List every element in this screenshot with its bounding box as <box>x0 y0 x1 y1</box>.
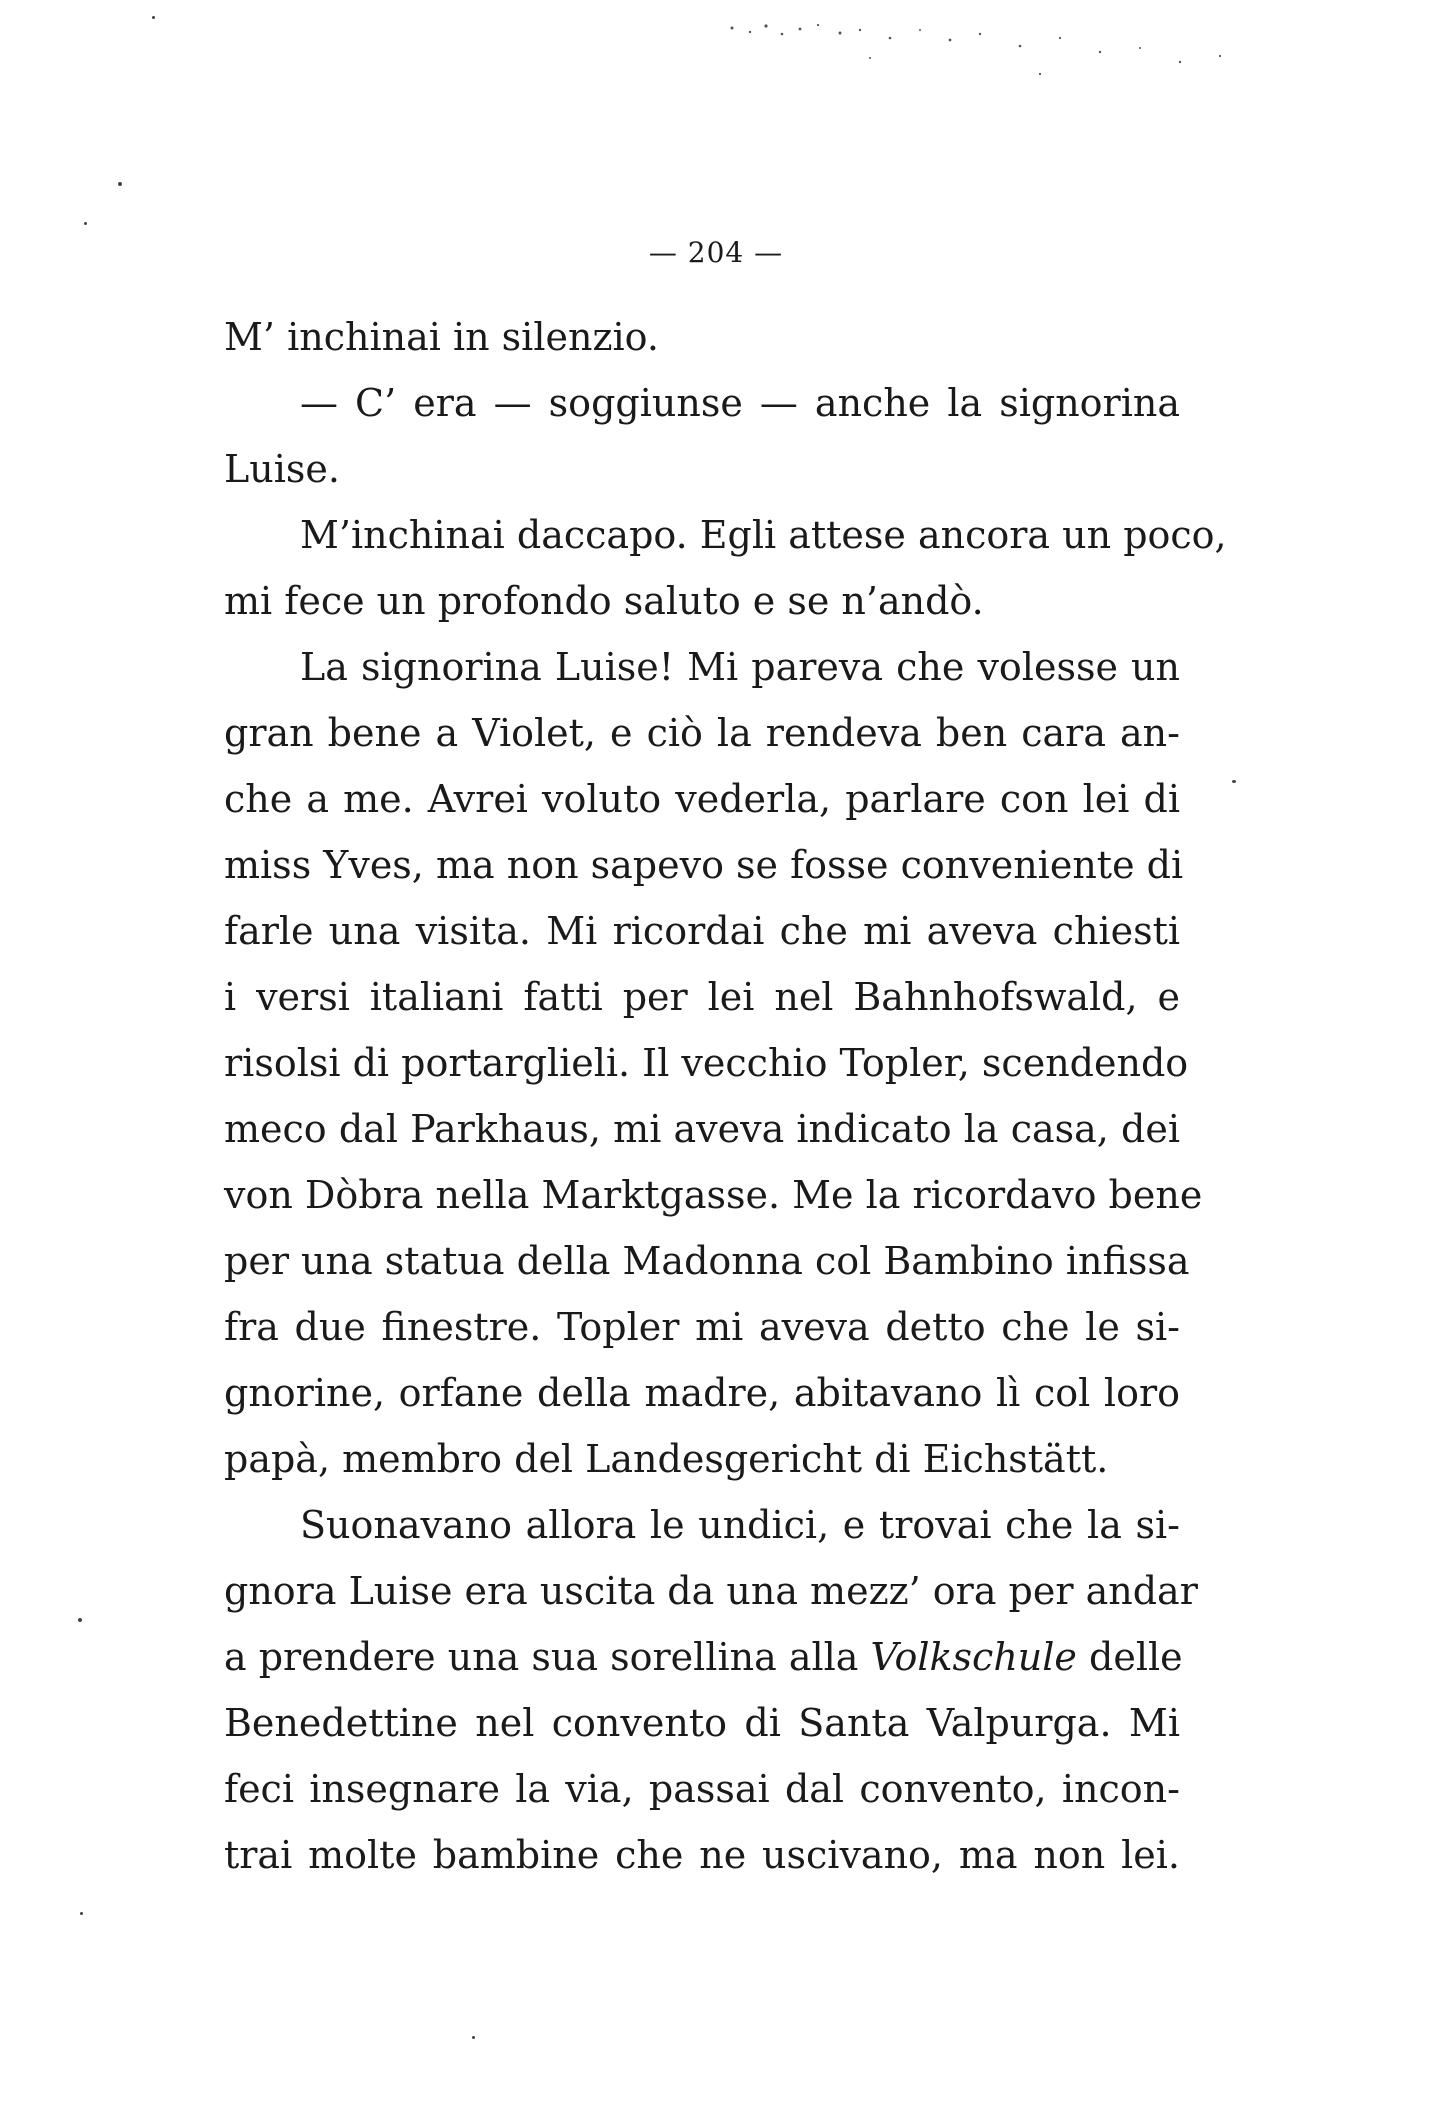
text-line: mi fece un profondo saluto e se n’andò. <box>224 579 984 623</box>
text-fragment: a prendere una sua sorellina alla <box>224 1635 871 1679</box>
text-line: gnora Luise era uscita da una mezz’ ora per andar <box>224 1569 1198 1613</box>
scan-speck <box>84 222 87 225</box>
scan-speck <box>152 16 155 19</box>
text-line: — C’ era — soggiunse — anche la signorina <box>300 381 1180 425</box>
text-line: per una statua della Madonna col Bambino infissa <box>224 1239 1190 1283</box>
text-line: farle una visita. Mi ricordai che mi aveva chiesti <box>224 909 1180 953</box>
text-fragment: delle <box>1076 1635 1183 1679</box>
text-line: miss Yves, ma non sapevo se fosse conveniente di <box>224 843 1184 887</box>
text-line: Benedettine nel convento di Santa Valpurga. Mi <box>224 1701 1180 1745</box>
scan-speck <box>1232 780 1236 783</box>
text-line <box>224 1632 1183 1682</box>
scan-speck <box>80 1912 83 1915</box>
text-line: Suonavano allora le undici, e trovai che la si- <box>300 1503 1180 1547</box>
text-line: i versi italiani fatti per lei nel Bahnhofswald, e <box>224 975 1180 1019</box>
page-number: — 204 — <box>648 236 784 269</box>
scan-noise <box>720 18 1240 98</box>
text-line: gran bene a Violet, e ciò la rendeva ben cara an- <box>224 711 1180 755</box>
text-line: M’inchinai daccapo. Egli attese ancora un poco, <box>300 513 1227 557</box>
text-line: gnorine, orfane della madre, abitavano lì col loro <box>224 1371 1180 1415</box>
text-line: Luise. <box>224 447 340 491</box>
scan-speck <box>472 2036 475 2039</box>
scan-speck <box>78 1618 82 1622</box>
text-line: M’ inchinai in silenzio. <box>224 315 659 359</box>
italic-term: Volkschule <box>870 1635 1077 1679</box>
text-line: che a me. Avrei voluto vederla, parlare con lei di <box>224 777 1180 821</box>
text-line: von Dòbra nella Marktgasse. Me la ricordavo bene <box>224 1173 1203 1217</box>
text-line: feci insegnare la via, passai dal convento, incon- <box>224 1767 1180 1811</box>
text-line: La signorina Luise! Mi pareva che volesse un <box>300 645 1180 689</box>
scan-speck <box>118 182 122 186</box>
text-line: trai molte bambine che ne uscivano, ma non lei. <box>224 1833 1180 1877</box>
text-line: meco dal Parkhaus, mi aveva indicato la casa, dei <box>224 1107 1180 1151</box>
text-line: risolsi di portarglieli. Il vecchio Topler, scendendo <box>224 1041 1189 1085</box>
text-line: fra due finestre. Topler mi aveva detto che le si- <box>224 1305 1180 1349</box>
text-line: papà, membro del Landesgericht di Eichstätt. <box>224 1437 1109 1481</box>
